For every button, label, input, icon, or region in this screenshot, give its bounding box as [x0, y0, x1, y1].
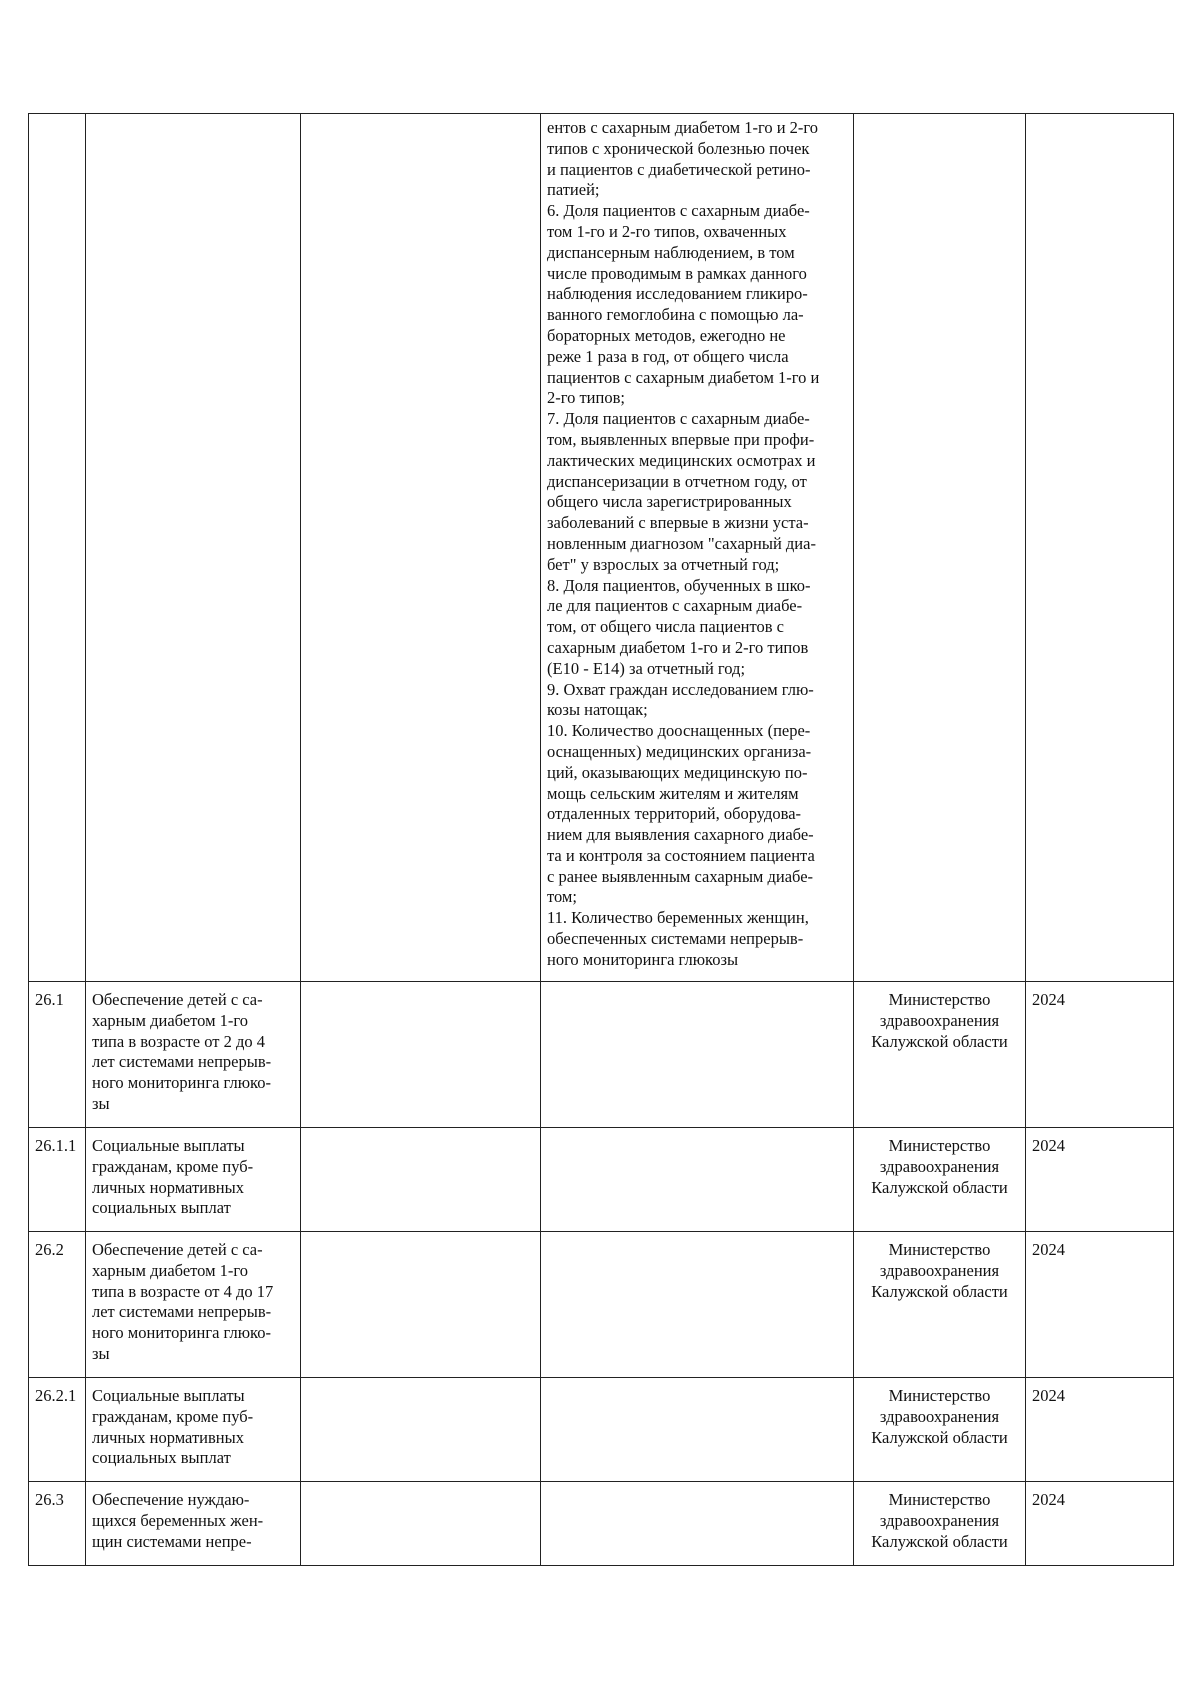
- text-line: здравоохранения: [879, 1010, 1000, 1030]
- implementation-year: 2024: [1026, 982, 1174, 1128]
- text-line: Калужской области: [871, 1281, 1008, 1301]
- cell-result: [301, 1482, 541, 1566]
- text-line: Министерство: [888, 1490, 991, 1509]
- table-row: [29, 1128, 1174, 1232]
- indicators-text: [547, 118, 847, 971]
- text-line: лет системами непрерыв-: [92, 1052, 272, 1072]
- text-line: Министерство: [888, 1136, 991, 1155]
- text-line: диспансеризации в отчетном году, от: [547, 471, 807, 491]
- cell-number: [29, 114, 86, 982]
- implementation-year: 2024: [1026, 1482, 1174, 1566]
- text-line: личных нормативных: [92, 1427, 244, 1447]
- measure-name: [86, 1232, 301, 1378]
- cell-result: [301, 114, 541, 982]
- text-line: патией;: [547, 180, 600, 200]
- text-line: зы: [92, 1343, 110, 1363]
- text-line: типов с хронической болезнью почек: [547, 138, 810, 158]
- text-line: том 1-го и 2-го типов, охваченных: [547, 221, 787, 241]
- text-line: щихся беременных жен-: [92, 1510, 264, 1530]
- text-line: Калужской области: [871, 1177, 1008, 1197]
- responsible-executor: [854, 1378, 1026, 1482]
- cell-result: [301, 982, 541, 1128]
- text-line: том, выявленных впервые при профи-: [547, 429, 815, 449]
- text-line: ного мониторинга глюко-: [92, 1073, 271, 1093]
- text-line: диспансерным наблюдением, в том: [547, 242, 795, 262]
- cell-indicators: [541, 114, 854, 982]
- cell-indicators: [541, 1128, 854, 1232]
- text-line: мощь сельским жителям и жителям: [547, 783, 799, 803]
- continuation-row: [29, 114, 1174, 982]
- text-line: гражданам, кроме пуб-: [92, 1156, 254, 1176]
- text-line: пациентов с сахарным диабетом 1-го и: [547, 367, 820, 387]
- text-line: социальных выплат: [92, 1448, 231, 1468]
- measure-name: [86, 1128, 301, 1232]
- cell-indicators: [541, 1378, 854, 1482]
- text-line: типа в возрасте от 2 до 4: [92, 1031, 266, 1051]
- text-line: 8. Доля пациентов, обученных в шко-: [547, 575, 811, 595]
- text-line: ентов с сахарным диабетом 1-го и 2-го: [547, 118, 819, 137]
- text-line: сахарным диабетом 1-го и 2-го типов: [547, 637, 809, 657]
- row-number: 26.2: [29, 1232, 86, 1378]
- implementation-year: 2024: [1026, 1232, 1174, 1378]
- table-row: [29, 1378, 1174, 1482]
- text-line: заболеваний с впервые в жизни уста-: [547, 513, 809, 533]
- text-line: ванного гемоглобина с помощью ла-: [547, 305, 804, 325]
- text-line: Обеспечение нуждаю-: [92, 1490, 250, 1509]
- measure-name: [86, 1482, 301, 1566]
- text-line: 11. Количество беременных женщин,: [547, 908, 809, 928]
- cell-result: [301, 1128, 541, 1232]
- implementation-year: 2024: [1026, 1378, 1174, 1482]
- text-line: 2-го типов;: [547, 388, 625, 408]
- text-line: числе проводимым в рамках данного: [547, 263, 807, 283]
- text-line: лактических медицинских осмотрах и: [547, 450, 816, 470]
- measures-table: [28, 113, 1174, 1566]
- implementation-year: 2024: [1026, 1128, 1174, 1232]
- text-line: Калужской области: [871, 1031, 1008, 1051]
- text-line: отдаленных территорий, оборудова-: [547, 804, 802, 824]
- text-line: здравоохранения: [879, 1260, 1000, 1280]
- text-line: том, от общего числа пациентов с: [547, 617, 784, 637]
- text-line: здравоохранения: [879, 1510, 1000, 1530]
- text-line: с ранее выявленным сахарным диабе-: [547, 866, 814, 886]
- text-line: харным диабетом 1-го: [92, 1260, 248, 1280]
- text-line: Калужской области: [871, 1531, 1008, 1551]
- cell-indicators: [541, 1232, 854, 1378]
- text-line: Обеспечение детей с са-: [92, 990, 263, 1009]
- text-line: 6. Доля пациентов с сахарным диабе-: [547, 201, 810, 221]
- cell-measure-name: [86, 114, 301, 982]
- text-line: Калужской области: [871, 1427, 1008, 1447]
- text-line: Социальные выплаты: [92, 1386, 245, 1405]
- text-line: 10. Количество дооснащенных (пере-: [547, 721, 811, 741]
- text-line: общего числа зарегистрированных: [547, 492, 792, 512]
- text-line: оснащенных) медицинских организа-: [547, 741, 812, 761]
- text-line: наблюдения исследованием гликиро-: [547, 284, 808, 304]
- table-row: [29, 982, 1174, 1128]
- text-line: Министерство: [888, 990, 991, 1009]
- text-line: Социальные выплаты: [92, 1136, 245, 1155]
- text-line: Министерство: [888, 1386, 991, 1405]
- text-line: и пациентов с диабетической ретино-: [547, 159, 811, 179]
- text-line: 7. Доля пациентов с сахарным диабе-: [547, 409, 810, 429]
- row-number: 26.1.1: [29, 1128, 86, 1232]
- text-line: нием для выявления сахарного диабе-: [547, 825, 814, 845]
- table-row: [29, 1232, 1174, 1378]
- row-number: 26.2.1: [29, 1378, 86, 1482]
- text-line: лет системами непрерыв-: [92, 1302, 272, 1322]
- text-line: новленным диагнозом "сахарный диа-: [547, 533, 816, 553]
- text-line: харным диабетом 1-го: [92, 1010, 248, 1030]
- text-line: 9. Охват граждан исследованием глю-: [547, 679, 814, 699]
- table-row: [29, 1482, 1174, 1566]
- text-line: здравоохранения: [879, 1406, 1000, 1426]
- text-line: зы: [92, 1093, 110, 1113]
- text-line: козы натощак;: [547, 700, 648, 720]
- responsible-executor: [854, 982, 1026, 1128]
- text-line: бораторных методов, ежегодно не: [547, 325, 786, 345]
- cell-responsible: [854, 114, 1026, 982]
- text-line: бет" у взрослых за отчетный год;: [547, 554, 780, 574]
- text-line: гражданам, кроме пуб-: [92, 1406, 254, 1426]
- text-line: типа в возрасте от 4 до 17: [92, 1281, 274, 1301]
- row-number: 26.1: [29, 982, 86, 1128]
- cell-result: [301, 1378, 541, 1482]
- measure-name: [86, 1378, 301, 1482]
- text-line: здравоохранения: [879, 1156, 1000, 1176]
- responsible-executor: [854, 1128, 1026, 1232]
- text-line: реже 1 раза в год, от общего числа: [547, 346, 789, 366]
- text-line: ного мониторинга глюко-: [92, 1323, 271, 1343]
- cell-indicators: [541, 1482, 854, 1566]
- row-number: 26.3: [29, 1482, 86, 1566]
- text-line: обеспеченных системами непрерыв-: [547, 929, 804, 949]
- text-line: личных нормативных: [92, 1177, 244, 1197]
- cell-result: [301, 1232, 541, 1378]
- text-line: том;: [547, 887, 577, 907]
- text-line: ле для пациентов с сахарным диабе-: [547, 596, 803, 616]
- text-line: ций, оказывающих медицинскую по-: [547, 762, 808, 782]
- cell-indicators: [541, 982, 854, 1128]
- text-line: та и контроля за состоянием пациента: [547, 845, 815, 865]
- cell-year: [1026, 114, 1174, 982]
- text-line: Министерство: [888, 1240, 991, 1259]
- responsible-executor: [854, 1232, 1026, 1378]
- text-line: Обеспечение детей с са-: [92, 1240, 263, 1259]
- responsible-executor: [854, 1482, 1026, 1566]
- text-line: (E10 - E14) за отчетный год;: [547, 658, 746, 678]
- text-line: социальных выплат: [92, 1198, 231, 1218]
- text-line: щин системами непре-: [92, 1531, 252, 1551]
- measure-name: [86, 982, 301, 1128]
- text-line: ного мониторинга глюкозы: [547, 949, 739, 969]
